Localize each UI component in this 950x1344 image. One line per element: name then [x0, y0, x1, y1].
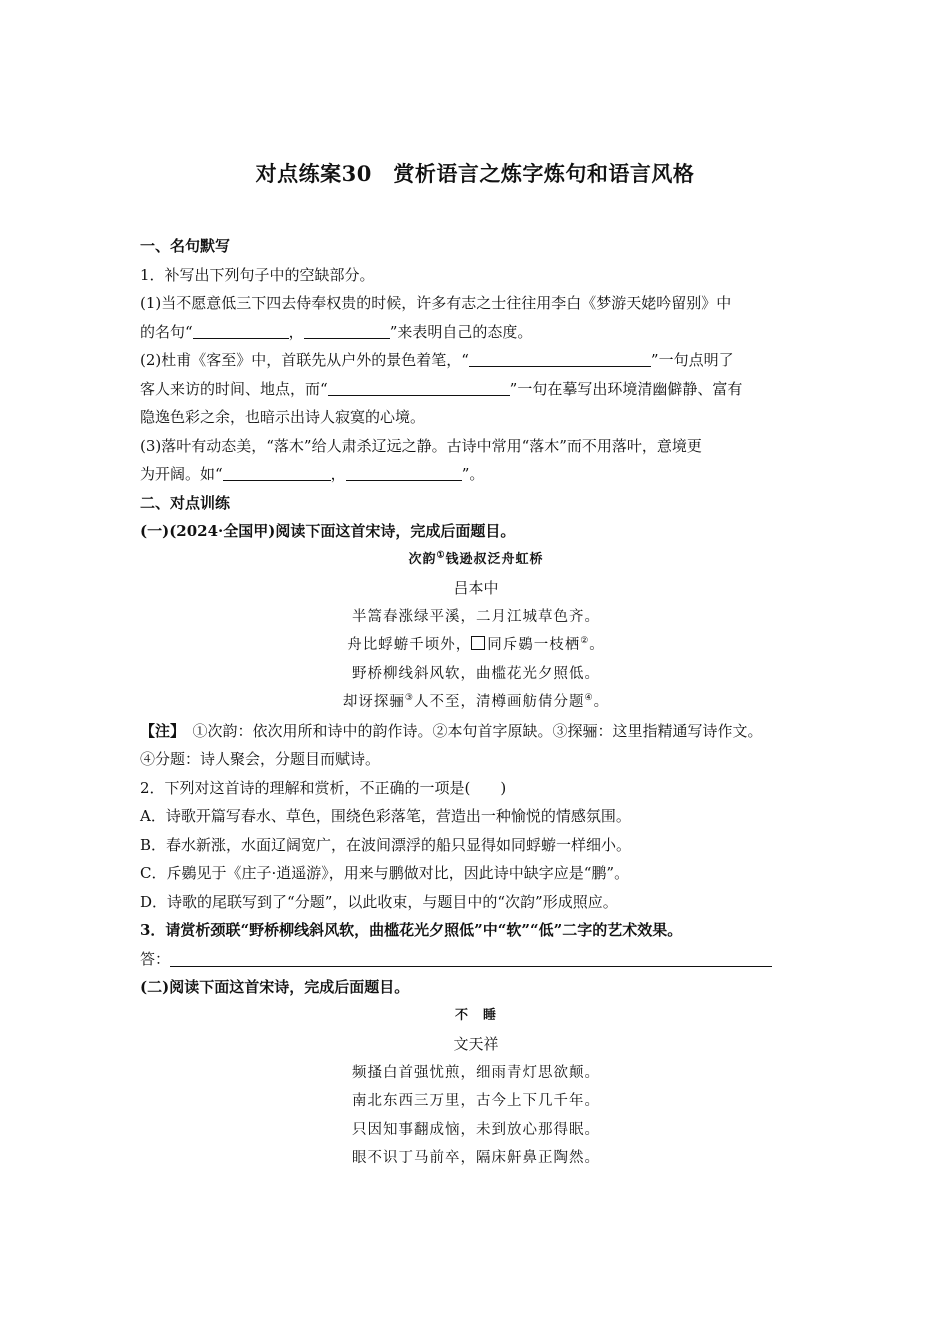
- poem1-line: 野桥柳线斜风软，曲槛花光夕照低。: [352, 665, 600, 682]
- question-2: 2．下列对这首诗的理解和赏析，不正确的一项是( ): [140, 778, 507, 797]
- option-c[interactable]: C．斥鷃见于《庄子·逍遥游》，用来与鹏做对比，因此诗中缺字应是“鹏”。: [140, 864, 630, 882]
- poem2-author: 文天祥: [453, 1035, 499, 1053]
- fill-blank[interactable]: [328, 378, 510, 396]
- fill-blank[interactable]: [346, 463, 462, 481]
- poem1-line: 半篙春涨绿平溪，二月江城草色齐。: [352, 608, 600, 625]
- part1-intro: (一)(2024·全国甲)阅读下面这首宋诗，完成后面题目。: [140, 522, 516, 540]
- poem1-line: 舟比蜉蝣千顷外， 同斥鷃一枝栖②。: [347, 636, 605, 653]
- option-a[interactable]: A．诗歌开篇写春水、草色，围绕色彩落笔，营造出一种愉悦的情感氛围。: [140, 807, 631, 825]
- poem2-line: 南北东西三万里，古今上下几千年。: [352, 1093, 600, 1109]
- subquestion-2-line3: 隐逸色彩之余，也暗示出诗人寂寞的心境。: [140, 408, 426, 426]
- subquestion-2-line1: (2)杜甫《客至》中，首联先从户外的景色着笔，“ ”一句点明了: [140, 351, 734, 369]
- fill-blank[interactable]: [304, 321, 390, 339]
- fill-blank[interactable]: [469, 349, 651, 367]
- section1-heading: 一、名句默写: [140, 237, 231, 255]
- fill-blank[interactable]: [193, 321, 289, 339]
- subquestion-3-line1: (3)落叶有动态美，“落木”给人肃杀辽远之静。古诗中常用“落木”而不用落叶，意境更: [140, 436, 702, 455]
- question-1: 1．补写出下列句子中的空缺部分。: [140, 265, 375, 284]
- poem2-line: 眼不识丁马前卒，隔床鼾鼻正陶然。: [352, 1150, 600, 1166]
- question-3: 3．请赏析颈联“野桥柳线斜风软，曲槛花光夕照低”中“软”“低”二字的艺术效果。: [140, 921, 683, 939]
- poem2-line: 只因知事翻成恼，未到放心那得眠。: [352, 1121, 600, 1138]
- fill-blank[interactable]: [223, 463, 331, 481]
- poem1-notes-line1: 【注】 ①次韵：依次用所和诗中的韵作诗。②本句首字原缺。③探骊：这里指精通写诗作文。: [140, 721, 763, 740]
- poem1-author: 吕本中: [453, 579, 499, 597]
- poem2-line: 频搔白首强忧煎，细雨青灯思欲颠。: [352, 1064, 600, 1081]
- poem1-line: 却讶探骊③人不至，清樽画舫倩分题④。: [342, 693, 610, 710]
- poem1-title: 次韵①钱逊叔泛舟虹桥: [408, 550, 544, 567]
- answer-row: 答：: [140, 945, 812, 974]
- subquestion-3-line2: 为开阔。如“ ， ”。: [140, 465, 485, 483]
- answer-line[interactable]: [170, 949, 772, 967]
- option-b[interactable]: B．春水新涨，水面辽阔宽广，在波间漂浮的船只显得如同蜉蝣一样细小。: [140, 835, 632, 854]
- document-body: [140, 232, 812, 1173]
- missing-character-box: [471, 636, 485, 650]
- option-d[interactable]: D．诗歌的尾联写到了“分题”，以此收束，与题目中的“次韵”形成照应。: [140, 892, 618, 911]
- subquestion-1-line2: 的名句“ ， ”来表明自己的态度。: [140, 322, 533, 341]
- subquestion-2-line2: 客人来访的时间、地点，而“ ”一句在摹写出环境清幽僻静、富有: [140, 379, 743, 398]
- subquestion-1-line1: (1)当不愿意低三下四去侍奉权贵的时候，许多有志之士往往用李白《梦游天姥吟留别》中: [140, 294, 732, 312]
- page-title: 对点练案30 赏析语言之炼字炼句和语言风格: [255, 161, 695, 186]
- poem2-title: 不 睡: [454, 1007, 497, 1023]
- section2-heading: 二、对点训练: [140, 493, 231, 512]
- poem1-notes-line2: ④分题：诗人聚会，分题目而赋诗。: [140, 750, 381, 768]
- part2-intro: (二)阅读下面这首宋诗，完成后面题目。: [140, 978, 410, 996]
